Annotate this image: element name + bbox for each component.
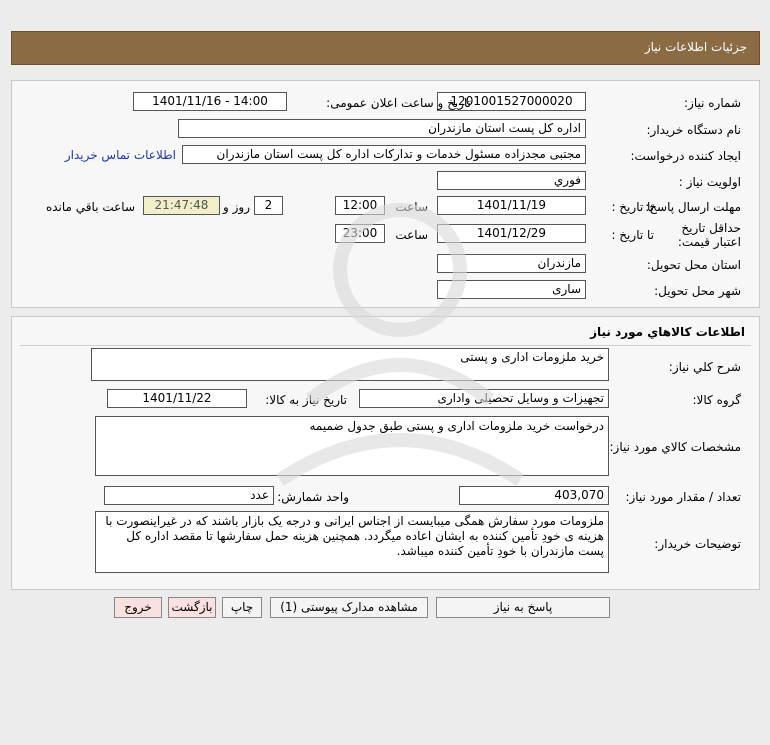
section-divider xyxy=(20,345,751,346)
print-button[interactable]: چاپ xyxy=(222,597,262,618)
unit-field[interactable]: عدد xyxy=(104,486,274,505)
page-title: جزئيات اطلاعات نياز xyxy=(644,40,747,54)
announce-field[interactable]: 1401/11/16 - 14:00 xyxy=(133,92,287,111)
back-button[interactable]: بازگشت xyxy=(168,597,216,618)
quantity-field[interactable]: 403,070 xyxy=(459,486,609,505)
priority-field[interactable]: فوري xyxy=(437,171,586,190)
view-documents-button[interactable]: مشاهده مدارک پیوستی (1) xyxy=(270,597,428,618)
remaining-time-field: 21:47:48 xyxy=(143,196,220,215)
summary-label: شرح کلي نياز: xyxy=(668,360,741,374)
respond-button[interactable]: پاسخ به نیاز xyxy=(436,597,610,618)
need-number-field[interactable]: 1201001527000020 xyxy=(437,92,586,111)
need-number-label: شماره نياز: xyxy=(684,96,741,110)
deadline-to-date-label: تا تاريخ : xyxy=(611,200,654,214)
exit-button[interactable]: خروج xyxy=(114,597,162,618)
province-field[interactable]: مازندران xyxy=(437,254,586,273)
deadline-date-field[interactable]: 1401/11/19 xyxy=(437,196,586,215)
announce-label: تاریخ و ساعت اعلان عمومی: xyxy=(326,96,471,110)
need-details-panel xyxy=(11,80,760,308)
buyer-description-label: توضيحات خريدار: xyxy=(654,537,741,551)
goods-panel xyxy=(11,316,760,590)
creator-field[interactable]: مجتبی مجدزاده مسئول خدمات و تدارکات اداره کل پست استان مازندران xyxy=(182,145,586,164)
summary-field[interactable]: خرید ملزومات اداری و پستی xyxy=(91,348,609,381)
deadline-label: مهلت ارسال پاسخ: xyxy=(645,200,741,214)
deadline-time-field[interactable]: 12:00 xyxy=(335,196,385,215)
quantity-label: تعداد / مقدار مورد نياز: xyxy=(625,490,741,504)
validity-to-date-label: تا تاريخ : xyxy=(611,228,654,242)
buyer-label: نام دستگاه خريدار: xyxy=(646,123,741,137)
city-field[interactable]: ساری xyxy=(437,280,586,299)
deadline-time-label: ساعت xyxy=(395,200,428,214)
buyer-field[interactable]: اداره کل پست استان مازندران xyxy=(178,119,586,138)
need-date-label: تاريخ نياز به کالا: xyxy=(265,393,347,407)
remaining-label: ساعت باقي مانده xyxy=(45,200,135,214)
group-field[interactable]: تجهیزات و وسایل تحصیلی واداری xyxy=(359,389,609,408)
days-label: روز و xyxy=(223,200,250,214)
specs-field[interactable]: درخواست خرید ملزومات اداری و پستی طبق جدول ضمیمه xyxy=(95,416,609,476)
validity-label: حداقل تاريخ اعتبار قيمت: xyxy=(677,221,741,249)
buyer-description-field[interactable]: ملزومات مورد سفارش همگی میبایست از اجناس ایرانی و درجه یک بازار باشند که در غیراینصورت با هزینه ی خودِ تأمین کننده به ایشان اعاده میگردد. همچنین هزینه حمل سفارشها تا مقصد اداره کل پست مازندران با خودِ تأمین کننده میباشد. xyxy=(95,511,609,573)
creator-label: ايجاد کننده درخواست: xyxy=(630,149,741,163)
page-header xyxy=(11,31,760,65)
city-label: شهر محل تحويل: xyxy=(654,284,741,298)
validity-time-field[interactable]: 23:00 xyxy=(335,224,385,243)
unit-label: واحد شمارش: xyxy=(277,490,349,504)
priority-label: اولويت نياز : xyxy=(678,175,741,189)
validity-date-field[interactable]: 1401/12/29 xyxy=(437,224,586,243)
group-label: گروه کالا: xyxy=(692,393,741,407)
validity-time-label: ساعت xyxy=(395,228,428,242)
need-date-field[interactable]: 1401/11/22 xyxy=(107,389,247,408)
goods-section-title: اطلاعات کالاهاي مورد نياز xyxy=(590,325,745,339)
buyer-contact-link[interactable]: اطلاعات تماس خریدار xyxy=(64,148,176,162)
days-field[interactable]: 2 xyxy=(254,196,283,215)
specs-label: مشخصات کالاي مورد نياز: xyxy=(609,440,741,454)
province-label: استان محل تحويل: xyxy=(646,258,741,272)
